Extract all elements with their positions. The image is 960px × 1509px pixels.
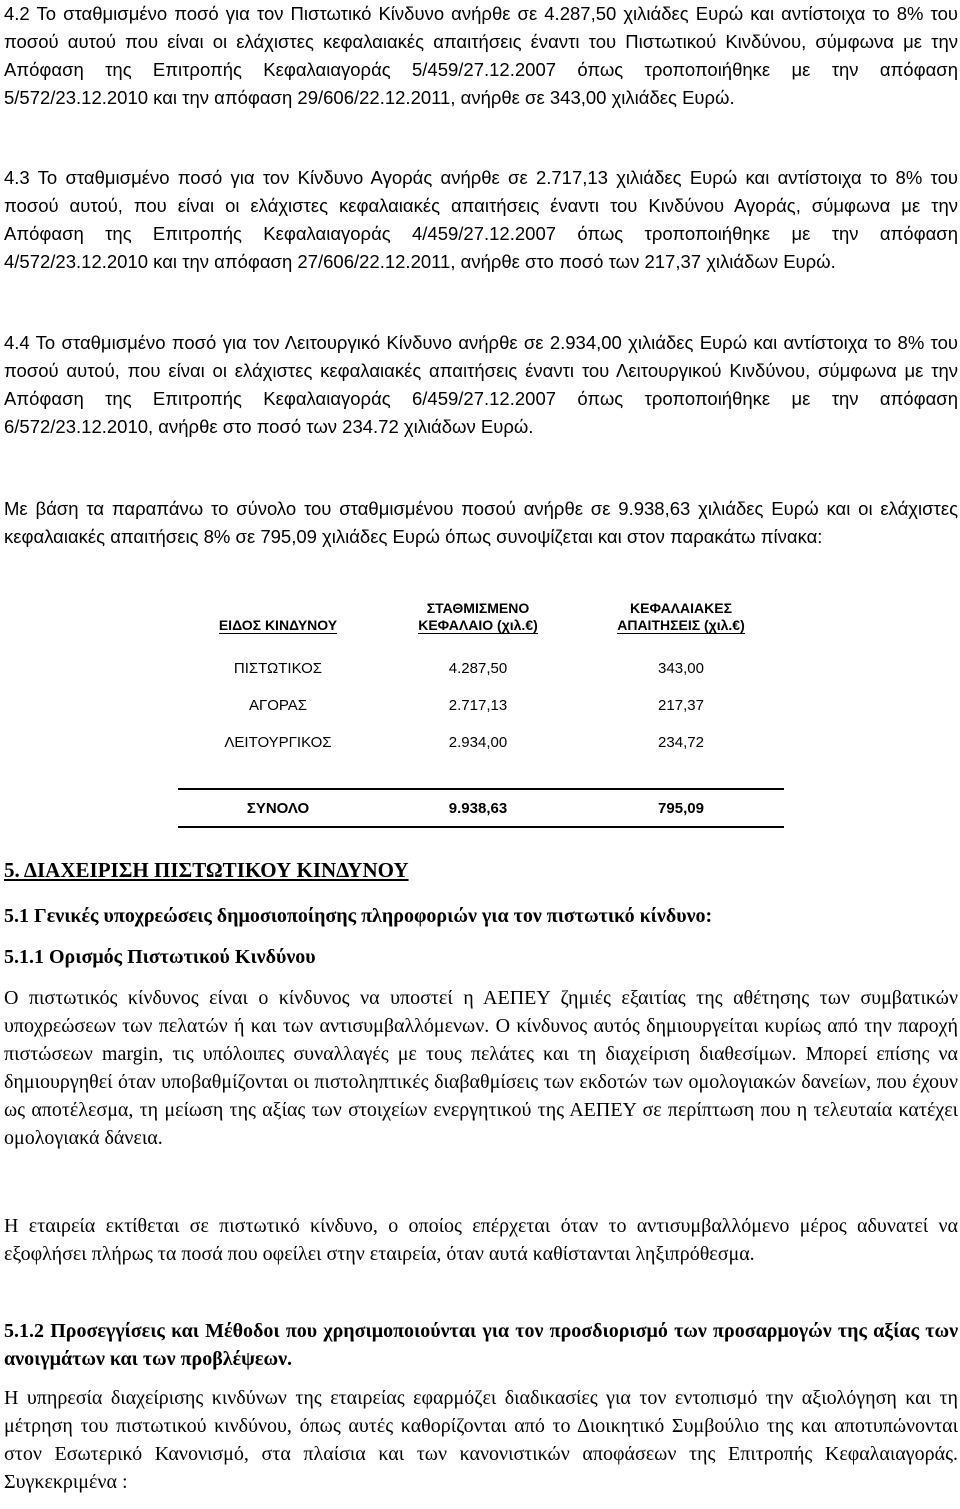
section-5-1-1-heading: 5.1.1 Ορισμός Πιστωτικού Κινδύνου	[4, 946, 316, 968]
paragraph-4-2: 4.2 Το σταθμισμένο ποσό για τον Πιστωτικό Κίνδυνο ανήρθε σε 4.287,50 χιλιάδες Ευρώ και αντίστοιχα το 8% του ποσού αυτού που είναι οι ελάχιστες κεφαλαιακές απαιτήσεις έναντι του Πιστωτικού Κινδύνου, σύμφωνα με την Απόφαση της Επιτροπής Κεφαλαιαγοράς 5/459/27.12.2007 όπως τροποποιήθηκε με την απόφαση 5/572/23.12.2010 και την απόφαση 29/606/22.12.2011, ανήρθε σε 343,00 χιλιάδες Ευρώ.	[4, 3, 958, 108]
cell-capital-requirement: 217,37	[658, 697, 704, 714]
table-total-row	[178, 789, 784, 827]
table-row	[178, 714, 784, 751]
header-risk-type: ΕΙΔΟΣ ΚΙΝΔΥΝΟΥ	[218, 617, 338, 633]
cell-weighted-capital: 2.934,00	[448, 734, 508, 751]
paragraph-4-3: 4.3 Το σταθμισμένο ποσό για τον Κίνδυνο Αγοράς ανήρθε σε 2.717,13 χιλιάδες Ευρώ και αντίστοιχα το 8% του ποσού αυτού, που είναι οι ελάχιστες κεφαλαιακές απαιτήσεις έναντι του Κινδύνου Αγοράς, σύμφωνα με την Απόφαση της Επιτροπής Κεφαλαιαγοράς 4/459/27.12.2007 όπως τροποποιήθηκε με την απόφαση 4/572/23.12.2010 και την απόφαση 27/606/22.12.2011, ανήρθε στο ποσό των 217,37 χιλιάδων Ευρώ.	[4, 167, 958, 272]
section-5-1-2-heading: 5.1.2 Προσεγγίσεις και Μέθοδοι που χρησιμοποιούνται για τον προσδιορισμό των προσαρμογών της αξίας των ανοιγμάτων και των προβλέψεων.	[4, 1320, 958, 1370]
cell-risk-type: ΛΕΙΤΟΥΡΓΙΚΟΣ	[224, 734, 332, 751]
capital-requirements-table	[178, 600, 784, 828]
table-header-row	[178, 600, 784, 640]
cell-risk-type: ΠΙΣΤΩΤΙΚΟΣ	[233, 660, 323, 677]
summary-paragraph: Με βάση τα παραπάνω το σύνολο του σταθμισμένου ποσού ανήρθε σε 9.938,63 χιλιάδες Ευρώ και οι ελάχιστες κεφαλαιακές απαιτήσεις 8% σε 795,09 χιλιάδες Ευρώ όπως συνοψίζεται και στον παρακάτω πίνακα:	[4, 498, 958, 547]
cell-total-capital-requirement: 795,09	[578, 789, 784, 827]
table-row	[178, 640, 784, 677]
paragraph-4-4: 4.4 Το σταθμισμένο ποσό για τον Λειτουργικό Κίνδυνο ανήρθε σε 2.934,00 χιλιάδες Ευρώ και αντίστοιχα το 8% του ποσού αυτού, που είναι οι ελάχιστες κεφαλαιακές απαιτήσεις έναντι του Λειτουργικού Κινδύνου, σύμφωνα με την Απόφαση της Επιτροπής Κεφαλαιαγοράς 6/459/27.12.2007 όπως τροποποιήθηκε με την απόφαση 6/572/23.12.2010, ανήρθε στο ποσό των 234.72 χιλιάδων Ευρώ.	[4, 332, 958, 437]
cell-risk-type: ΑΓΟΡΑΣ	[248, 697, 308, 714]
paragraph-5-1-1-b: Η εταιρεία εκτίθεται σε πιστωτικό κίνδυνο, ο οποίος επέρχεται όταν το αντισυμβαλλόμενο μέρος αδυνατεί να εξοφλήσει πλήρως τα ποσά που οφείλει στην εταιρεία, όταν αυτά καθίστανται ληξιπρόθεσμα.	[4, 1215, 958, 1265]
section-5-1-heading: 5.1 Γενικές υποχρεώσεις δημοσιοποίησης πληροφοριών για τον πιστωτικό κίνδυνο:	[4, 905, 713, 927]
cell-weighted-capital: 4.287,50	[448, 660, 508, 677]
table-row	[178, 677, 784, 714]
cell-total-label: ΣΥΝΟΛΟ	[178, 789, 378, 827]
cell-weighted-capital: 2.717,13	[448, 697, 508, 714]
section-5-heading: 5. ΔΙΑΧΕΙΡΙΣΗ ΠΙΣΤΩΤΙΚΟΥ ΚΙΝΔΥΝΟΥ	[4, 858, 409, 882]
cell-capital-requirement: 343,00	[658, 660, 704, 677]
header-capital-requirements: ΚΕΦΑΛΑΙΑΚΕΣ ΑΠΑΙΤΗΣΕΙΣ (χιλ.€)	[617, 600, 745, 633]
cell-total-weighted-capital: 9.938,63	[378, 789, 578, 827]
header-weighted-capital: ΣΤΑΘΜΙΣΜΕΝΟ ΚΕΦΑΛΑΙΟ (χιλ.€)	[418, 600, 538, 633]
paragraph-5-1-2: Η υπηρεσία διαχείρισης κινδύνων της εταιρείας εφαρμόζει διαδικασίες για τον εντοπισμό την αξιολόγηση και τη μέτρηση του πιστωτικού κινδύνου, όπως αυτές καθορίζονται από το Διοικητικό Συμβούλιο της και αποτυπώνονται στον Εσωτερικό Κανονισμό, στα πλαίσια και των κανονιστικών αποφάσεων της Επιτροπής Κεφαλαιαγοράς. Συγκεκριμένα :	[4, 1387, 958, 1493]
cell-capital-requirement: 234,72	[658, 734, 704, 751]
paragraph-5-1-1-a: Ο πιστωτικός κίνδυνος είναι ο κίνδυνος να υποστεί η ΑΕΠΕΥ ζημιές εξαιτίας της αθέτησης των συμβατικών υποχρεώσεων των πελατών ή και των αντισυμβαλλόμενων. Ο κίνδυνος αυτός δημιουργείται κυρίως από την παροχή πιστώσεων margin, τις υπόλοιπες συναλλαγές με τους πελάτες και τη διαχείριση διαθεσίμων. Μπορεί επίσης να δημιουργηθεί όταν υποβαθμίζονται οι πιστοληπτικές διαβαθμίσεις των εκδοτών των ομολογιακών δανείων, που έχουν ως αποτέλεσμα, τη μείωση της αξίας των στοιχείων ενεργητικού της ΑΕΠΕΥ σε περίπτωση που η τελευταία κατέχει ομολογιακά δάνεια.	[4, 987, 958, 1149]
